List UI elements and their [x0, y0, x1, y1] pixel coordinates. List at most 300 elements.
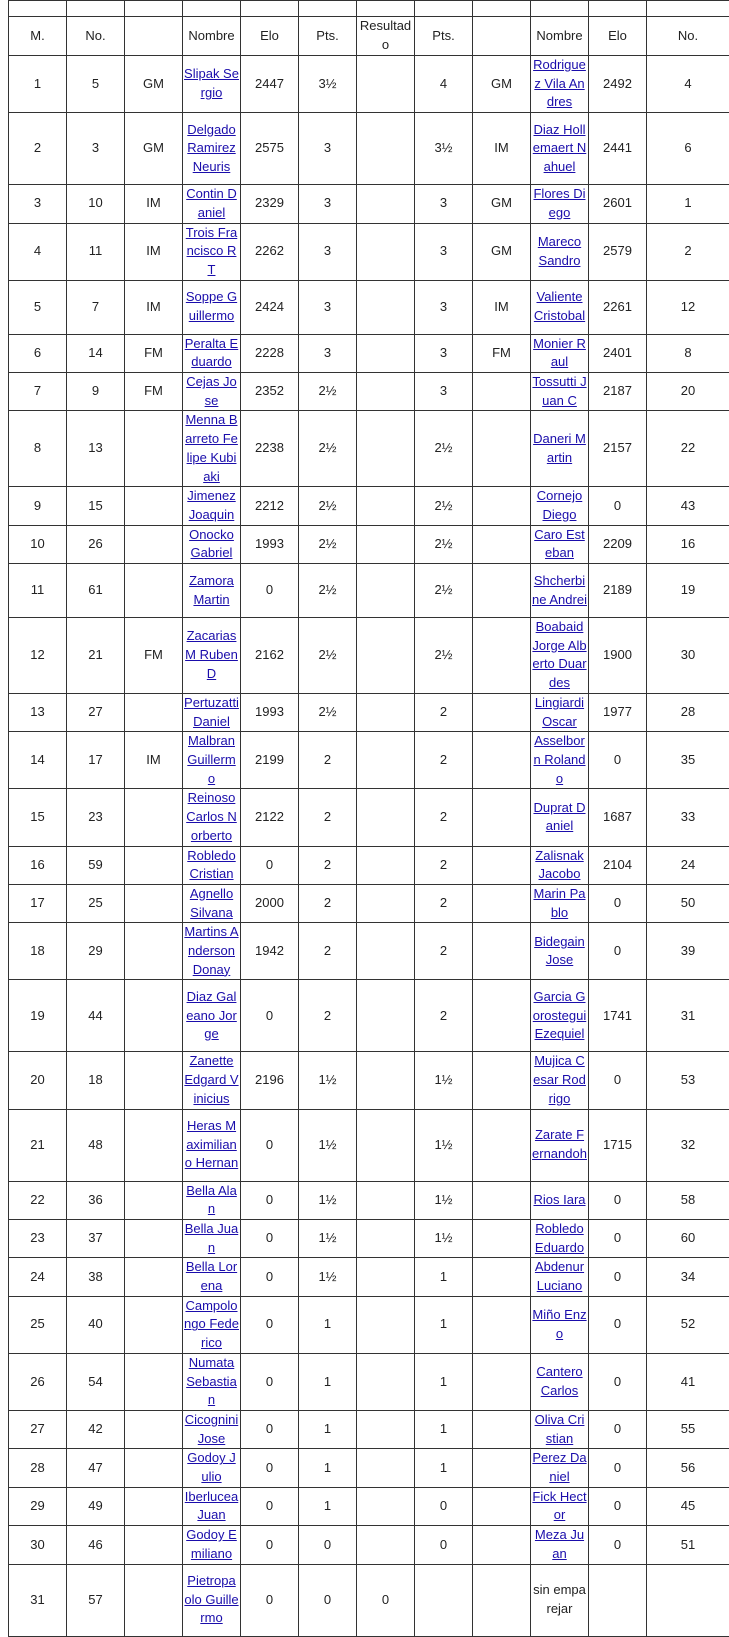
white-points: 3½: [318, 76, 336, 91]
white-points: 0: [324, 1592, 331, 1607]
white-title-cell: [125, 1296, 183, 1353]
white-player-link[interactable]: Robledo Cristian: [187, 848, 235, 882]
white-points: 1½: [318, 1269, 336, 1284]
table-row: [9, 846, 729, 884]
result-cell: [357, 525, 415, 563]
white-player-link[interactable]: Martins Anderson Donay: [184, 924, 238, 976]
table-row: [9, 923, 729, 980]
black-player-link[interactable]: Rodriguez Vila Andres: [533, 57, 586, 109]
table-row: [9, 373, 729, 411]
white-start-number: 25: [88, 895, 102, 910]
header-name-right: Nombre: [531, 17, 589, 56]
white-elo: 2199: [255, 752, 284, 767]
white-points: 2½: [318, 536, 336, 551]
black-start-number-cell: [647, 1353, 729, 1410]
white-start-number: 42: [88, 1421, 102, 1436]
black-elo: 0: [614, 1192, 621, 1207]
black-elo-cell: [589, 334, 647, 372]
white-player-link[interactable]: Zanette Edgard Vinicius: [184, 1053, 238, 1105]
result-cell: [357, 1296, 415, 1353]
white-title-cell: [125, 923, 183, 980]
black-points: 2: [440, 809, 447, 824]
board-number-cell: [9, 732, 67, 789]
board-number: 1: [34, 76, 41, 91]
white-points-cell: [299, 1526, 357, 1564]
white-player-link[interactable]: Iberlucea Juan: [185, 1489, 238, 1523]
white-player-link[interactable]: Reinoso Carlos Norberto: [186, 790, 237, 842]
white-start-number: 5: [92, 76, 99, 91]
white-player-link[interactable]: Onocko Gabriel: [189, 527, 234, 561]
table-row: [9, 1052, 729, 1109]
white-player-link[interactable]: Delgado Ramirez Neuris: [187, 122, 235, 174]
black-player-link[interactable]: Bidegain Jose: [534, 934, 585, 968]
white-start-number-cell: [67, 846, 125, 884]
white-elo-cell: [241, 789, 299, 846]
black-title: IM: [494, 299, 508, 314]
black-points-cell: [415, 113, 473, 185]
black-player-link-cell: [531, 223, 589, 280]
black-points: 2½: [434, 582, 452, 597]
white-start-number: 48: [88, 1137, 102, 1152]
white-elo: 0: [266, 582, 273, 597]
white-points-cell: [299, 280, 357, 334]
black-player-link-cell: [531, 1258, 589, 1296]
header-elo-right: Elo: [589, 17, 647, 56]
black-player-link[interactable]: Asselborn Rolando: [533, 733, 585, 785]
result-cell: [357, 1109, 415, 1181]
result-cell: [357, 732, 415, 789]
board-number: 6: [34, 345, 41, 360]
white-player-link[interactable]: Bella Juan: [185, 1221, 238, 1255]
black-player-link[interactable]: Duprat Daniel: [533, 800, 585, 834]
white-start-number-cell: [67, 1052, 125, 1109]
black-player-link[interactable]: Tossutti Juan C: [532, 374, 586, 408]
board-number: 17: [30, 895, 44, 910]
white-player-link-cell: [183, 185, 241, 223]
board-number-cell: [9, 1258, 67, 1296]
black-elo-cell: [589, 113, 647, 185]
black-player-link[interactable]: Flores Diego: [533, 186, 585, 220]
white-title-cell: [125, 1564, 183, 1636]
white-start-number-cell: [67, 1109, 125, 1181]
black-player-link[interactable]: Cornejo Diego: [537, 488, 583, 522]
black-points-cell: [415, 334, 473, 372]
black-elo-cell: [589, 1109, 647, 1181]
strip-cell: [299, 1, 357, 17]
black-start-number: 12: [681, 299, 695, 314]
white-points-cell: [299, 223, 357, 280]
white-start-number: 9: [92, 383, 99, 398]
white-player-link[interactable]: Numata Sebastian: [186, 1355, 237, 1407]
board-number: 29: [30, 1498, 44, 1513]
black-elo: 0: [614, 895, 621, 910]
board-number: 31: [30, 1592, 44, 1607]
black-player-link[interactable]: Shcherbine Andrei: [532, 573, 587, 607]
black-elo-cell: [589, 525, 647, 563]
result-cell: [357, 185, 415, 223]
black-points: 3: [440, 383, 447, 398]
white-elo-cell: [241, 334, 299, 372]
result-cell: [357, 1219, 415, 1257]
white-points-cell: [299, 487, 357, 525]
black-player-link[interactable]: Caro Esteban: [534, 527, 585, 561]
black-points-cell: [415, 525, 473, 563]
white-title: FM: [144, 383, 163, 398]
black-player-link[interactable]: Marin Pablo: [533, 886, 585, 920]
white-start-number-cell: [67, 1353, 125, 1410]
table-row: [9, 980, 729, 1052]
black-player-link-cell: [531, 1052, 589, 1109]
white-start-number-cell: [67, 923, 125, 980]
black-title: IM: [494, 140, 508, 155]
white-elo: 0: [266, 1008, 273, 1023]
black-start-number: 6: [684, 140, 691, 155]
black-player-link[interactable]: Garcia Gorostegui Ezequiel: [533, 989, 586, 1041]
black-title-cell: [473, 1449, 531, 1487]
black-points: 1½: [434, 1072, 452, 1087]
white-player-link[interactable]: Campolongo Federico: [184, 1298, 239, 1350]
black-player-link[interactable]: Monier Raul: [533, 336, 586, 370]
black-elo: 2441: [603, 140, 632, 155]
black-player-link[interactable]: Oliva Cristian: [535, 1412, 585, 1446]
white-start-number-cell: [67, 56, 125, 113]
black-player-link-cell: [531, 1353, 589, 1410]
white-elo: 2447: [255, 76, 284, 91]
black-player-link[interactable]: Rios Iara: [533, 1192, 585, 1207]
white-player-link[interactable]: Diaz Galeano Jorge: [186, 989, 237, 1041]
black-player-link-cell: [531, 980, 589, 1052]
white-elo: 2262: [255, 243, 284, 258]
white-title-cell: [125, 693, 183, 731]
black-start-number: 34: [681, 1269, 695, 1284]
white-start-number-cell: [67, 1219, 125, 1257]
black-elo-cell: [589, 693, 647, 731]
white-player-link-cell: [183, 56, 241, 113]
black-elo: 0: [614, 943, 621, 958]
white-player-link[interactable]: Cejas Jose: [186, 374, 237, 408]
white-start-number: 18: [88, 1072, 102, 1087]
white-elo-cell: [241, 1219, 299, 1257]
result-cell: [357, 1353, 415, 1410]
result-cell: [357, 693, 415, 731]
black-elo: 0: [614, 1374, 621, 1389]
board-number-cell: [9, 846, 67, 884]
board-number-cell: [9, 1181, 67, 1219]
black-points: 2: [440, 1008, 447, 1023]
white-elo-cell: [241, 980, 299, 1052]
black-player-link[interactable]: Cantero Carlos: [536, 1364, 582, 1398]
black-start-number: 58: [681, 1192, 695, 1207]
black-player-link-cell: [531, 113, 589, 185]
white-start-number-cell: [67, 334, 125, 372]
black-player-link-cell: [531, 1109, 589, 1181]
black-points-cell: [415, 1219, 473, 1257]
white-player-link[interactable]: Zamora Martin: [189, 573, 234, 607]
white-points-cell: [299, 1052, 357, 1109]
black-points: 2: [440, 752, 447, 767]
board-number: 18: [30, 943, 44, 958]
black-player-link-cell: [531, 334, 589, 372]
white-title-cell: [125, 1410, 183, 1448]
strip-cell: [357, 1, 415, 17]
white-title-cell: [125, 334, 183, 372]
black-elo-cell: [589, 1219, 647, 1257]
black-player-link[interactable]: Fick Hector: [532, 1489, 586, 1523]
black-elo-cell: [589, 223, 647, 280]
black-elo-cell: [589, 1449, 647, 1487]
white-elo: 2212: [255, 498, 284, 513]
table-row: [9, 411, 729, 487]
board-number-cell: [9, 1449, 67, 1487]
black-elo: 2579: [603, 243, 632, 258]
black-elo: 0: [614, 1421, 621, 1436]
black-points-cell: [415, 411, 473, 487]
black-player-link[interactable]: Robledo Eduardo: [535, 1221, 584, 1255]
white-points: 1: [324, 1374, 331, 1389]
board-number-cell: [9, 373, 67, 411]
white-elo-cell: [241, 223, 299, 280]
black-points: 1: [440, 1421, 447, 1436]
black-points-cell: [415, 1353, 473, 1410]
white-elo-cell: [241, 564, 299, 618]
board-number: 30: [30, 1537, 44, 1552]
black-title-cell: [473, 1258, 531, 1296]
black-points: 1: [440, 1460, 447, 1475]
black-elo-cell: [589, 1526, 647, 1564]
white-start-number: 61: [88, 582, 102, 597]
result-cell: [357, 789, 415, 846]
white-points-cell: [299, 884, 357, 922]
white-start-number-cell: [67, 1181, 125, 1219]
black-player-link[interactable]: Abdenur Luciano: [535, 1259, 584, 1293]
pairings-table: [8, 0, 729, 1637]
black-points-cell: [415, 693, 473, 731]
white-points: 1: [324, 1421, 331, 1436]
white-start-number: 10: [88, 195, 102, 210]
black-player-link[interactable]: Zarate Fernandoh: [532, 1127, 587, 1161]
white-title-cell: [125, 1109, 183, 1181]
table-row: [9, 789, 729, 846]
white-player-link[interactable]: Pietropaolo Guillermo: [184, 1573, 238, 1625]
board-number-cell: [9, 1353, 67, 1410]
header-result: Resultado: [357, 17, 415, 56]
board-number-cell: [9, 1052, 67, 1109]
black-start-number: 4: [684, 76, 691, 91]
white-start-number-cell: [67, 618, 125, 694]
white-title-cell: [125, 732, 183, 789]
white-elo: 0: [266, 1537, 273, 1552]
white-start-number-cell: [67, 1564, 125, 1636]
black-player-link[interactable]: Diaz Hollemaert Nahuel: [533, 122, 586, 174]
black-points-cell: [415, 1487, 473, 1525]
white-title-cell: [125, 789, 183, 846]
table-row: [9, 1296, 729, 1353]
board-number: 19: [30, 1008, 44, 1023]
white-elo-cell: [241, 693, 299, 731]
header-pts-left: Pts.: [299, 17, 357, 56]
black-elo-cell: [589, 1181, 647, 1219]
white-start-number-cell: [67, 564, 125, 618]
white-points-cell: [299, 732, 357, 789]
white-player-link[interactable]: Godoy Emiliano: [186, 1527, 237, 1561]
black-start-number-cell: [647, 923, 729, 980]
white-player-link[interactable]: Cicognini Jose: [185, 1412, 238, 1446]
white-player-link-cell: [183, 1181, 241, 1219]
white-points: 2: [324, 809, 331, 824]
white-points-cell: [299, 618, 357, 694]
black-elo: 0: [614, 1230, 621, 1245]
white-elo: 2575: [255, 140, 284, 155]
white-start-number: 44: [88, 1008, 102, 1023]
white-elo-cell: [241, 56, 299, 113]
white-title-cell: [125, 223, 183, 280]
black-start-number: 41: [681, 1374, 695, 1389]
black-player-link[interactable]: Miño Enzo: [532, 1307, 586, 1341]
white-elo-cell: [241, 1296, 299, 1353]
table-row: [9, 693, 729, 731]
black-elo: 2189: [603, 582, 632, 597]
white-player-link-cell: [183, 846, 241, 884]
black-title-cell: [473, 185, 531, 223]
black-points: 2: [440, 704, 447, 719]
white-elo: 0: [266, 1374, 273, 1389]
white-start-number: 23: [88, 809, 102, 824]
black-player-link[interactable]: Zalisnak Jacobo: [535, 848, 583, 882]
white-elo-cell: [241, 1449, 299, 1487]
white-points: 2: [324, 1008, 331, 1023]
black-start-number-cell: [647, 618, 729, 694]
black-title-cell: [473, 334, 531, 372]
white-points: 2½: [318, 704, 336, 719]
white-player-link[interactable]: Godoy Julio: [187, 1450, 235, 1484]
white-start-number-cell: [67, 980, 125, 1052]
black-player-link[interactable]: Mareco Sandro: [538, 234, 581, 268]
board-number: 28: [30, 1460, 44, 1475]
header-title-left: [125, 17, 183, 56]
black-elo-cell: [589, 1258, 647, 1296]
black-player-link[interactable]: Mujica Cesar Rodrigo: [533, 1053, 586, 1105]
black-points-cell: [415, 1181, 473, 1219]
white-player-link-cell: [183, 564, 241, 618]
board-number-cell: [9, 693, 67, 731]
black-start-number: 16: [681, 536, 695, 551]
white-player-link[interactable]: Slipak Sergio: [184, 66, 239, 100]
black-title: FM: [492, 345, 511, 360]
strip-cell: [415, 1, 473, 17]
white-player-link[interactable]: Heras Maximiliano Hernan: [185, 1118, 238, 1170]
black-points: 3: [440, 345, 447, 360]
black-player-link[interactable]: Meza Juan: [535, 1527, 584, 1561]
table-row: [9, 56, 729, 113]
result-cell: [357, 618, 415, 694]
black-points: 1: [440, 1374, 447, 1389]
black-start-number: 19: [681, 582, 695, 597]
black-title-cell: [473, 1526, 531, 1564]
white-player-link[interactable]: Malbran Guillermo: [187, 733, 235, 785]
black-player-link-cell: [531, 1219, 589, 1257]
black-elo-cell: [589, 411, 647, 487]
white-points-cell: [299, 1410, 357, 1448]
white-title-cell: [125, 1449, 183, 1487]
white-player-link[interactable]: Jimenez Joaquin: [187, 488, 235, 522]
black-points-cell: [415, 487, 473, 525]
black-title-cell: [473, 789, 531, 846]
header-no-right: No.: [647, 17, 729, 56]
board-number-cell: [9, 1109, 67, 1181]
black-points: 1½: [434, 1230, 452, 1245]
white-player-link[interactable]: Contin Daniel: [186, 186, 237, 220]
black-points-cell: [415, 789, 473, 846]
black-points-cell: [415, 980, 473, 1052]
black-player-link[interactable]: Boabaid Jorge Alberto Duardes: [532, 619, 586, 690]
white-player-link[interactable]: Bella Alan: [186, 1183, 237, 1217]
table-row: [9, 1109, 729, 1181]
board-number: 26: [30, 1374, 44, 1389]
result-cell: [357, 113, 415, 185]
white-elo: 1993: [255, 536, 284, 551]
white-elo: 2424: [255, 299, 284, 314]
black-start-number-cell: [647, 1109, 729, 1181]
black-player-link[interactable]: Valiente Cristobal: [534, 289, 585, 323]
black-title-cell: [473, 1353, 531, 1410]
table-row: [9, 1526, 729, 1564]
black-title-cell: [473, 923, 531, 980]
white-start-number-cell: [67, 1258, 125, 1296]
black-start-number: 32: [681, 1137, 695, 1152]
white-player-link[interactable]: Menna Barreto Felipe Kubiaki: [185, 412, 238, 483]
white-player-link[interactable]: Trois Francisco R T: [186, 225, 238, 277]
black-player-link-cell: [531, 185, 589, 223]
white-elo-cell: [241, 185, 299, 223]
white-points-cell: [299, 980, 357, 1052]
strip-cell: [531, 1, 589, 17]
white-start-number-cell: [67, 411, 125, 487]
white-points-cell: [299, 373, 357, 411]
result-cell: [357, 884, 415, 922]
white-points-cell: [299, 789, 357, 846]
white-title: IM: [146, 195, 160, 210]
black-points: 2: [440, 943, 447, 958]
white-player-link[interactable]: Bella Lorena: [186, 1259, 237, 1293]
black-player-link[interactable]: Perez Daniel: [532, 1450, 586, 1484]
white-player-link[interactable]: Pertuzatti Daniel: [184, 695, 239, 729]
white-player-link[interactable]: Soppe Guillermo: [186, 289, 237, 323]
white-start-number-cell: [67, 185, 125, 223]
black-start-number-cell: [647, 113, 729, 185]
white-elo-cell: [241, 618, 299, 694]
white-elo: 0: [266, 1137, 273, 1152]
white-points-cell: [299, 564, 357, 618]
table-row: [9, 618, 729, 694]
white-player-link[interactable]: Agnello Silvana: [190, 886, 233, 920]
white-player-link-cell: [183, 1526, 241, 1564]
white-player-link[interactable]: Zacarias M Ruben D: [185, 628, 238, 680]
white-points: 2: [324, 895, 331, 910]
white-start-number-cell: [67, 1410, 125, 1448]
header-no-left: No.: [67, 17, 125, 56]
board-number: 11: [31, 582, 45, 597]
result-cell: [357, 1449, 415, 1487]
black-player-link[interactable]: Lingiardi Oscar: [535, 695, 584, 729]
white-elo-cell: [241, 487, 299, 525]
black-player-link[interactable]: Daneri Martin: [533, 431, 586, 465]
black-points: 1½: [434, 1137, 452, 1152]
white-player-link[interactable]: Peralta Eduardo: [185, 336, 238, 370]
white-elo: 2196: [255, 1072, 284, 1087]
white-player-link-cell: [183, 1109, 241, 1181]
black-elo-cell: [589, 56, 647, 113]
white-elo-cell: [241, 732, 299, 789]
